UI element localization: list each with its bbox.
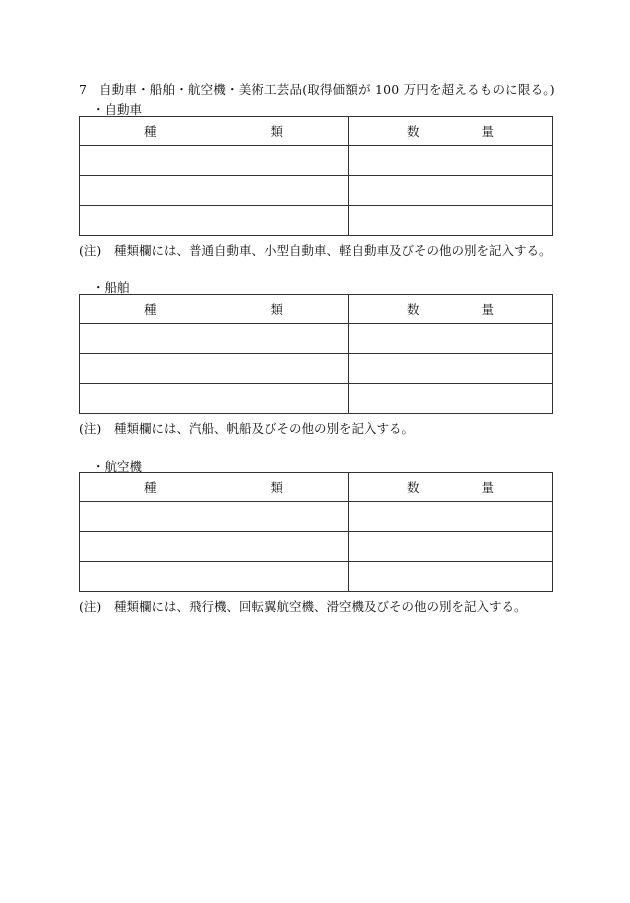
note-text: 種類欄には、汽船、帆船及びその他の別を記入する。 — [114, 421, 415, 436]
table-row — [80, 532, 553, 562]
section-number: 7 — [79, 82, 88, 97]
table-row — [80, 502, 553, 532]
kind-header-right: 類 — [270, 124, 283, 139]
kind-cell[interactable] — [80, 562, 349, 592]
kind-cell[interactable] — [80, 206, 349, 236]
kind-cell[interactable] — [80, 384, 349, 414]
quantity-header-cell — [349, 295, 553, 324]
ship-note — [79, 419, 414, 437]
quantity-cell[interactable] — [349, 176, 553, 206]
table-row — [80, 384, 553, 414]
ship-table — [79, 294, 553, 414]
qty-header-left: 数 — [407, 480, 420, 495]
quantity-cell[interactable] — [349, 532, 553, 562]
qty-header-right: 量 — [481, 480, 494, 495]
table-header-row — [80, 295, 553, 324]
quantity-cell[interactable] — [349, 354, 553, 384]
qty-header-left: 数 — [407, 124, 420, 139]
table-header-row — [80, 473, 553, 502]
quantity-cell[interactable] — [349, 384, 553, 414]
kind-header-left: 種 — [144, 124, 157, 139]
kind-cell[interactable] — [80, 146, 349, 176]
quantity-header-cell — [349, 473, 553, 502]
note-text: 種類欄には、普通自動車、小型自動車、軽自動車及びその他の別を記入する。 — [114, 243, 552, 258]
kind-cell[interactable] — [80, 354, 349, 384]
kind-cell[interactable] — [80, 502, 349, 532]
table-row — [80, 146, 553, 176]
kind-header-cell — [80, 295, 349, 324]
automobile-note — [79, 241, 552, 259]
table-row — [80, 324, 553, 354]
kind-header-cell — [80, 117, 349, 146]
table-row — [80, 176, 553, 206]
quantity-cell[interactable] — [349, 146, 553, 176]
quantity-cell[interactable] — [349, 206, 553, 236]
block-label-aircraft: ・航空機 — [92, 459, 143, 474]
quantity-cell[interactable] — [349, 324, 553, 354]
section-title: 自動車・船舶・航空機・美術工芸品(取得価額が 100 万円を超えるものに限る。) — [99, 82, 555, 97]
kind-header-cell — [80, 473, 349, 502]
automobile-table — [79, 116, 553, 236]
block-label-automobile: ・自動車 — [92, 102, 143, 117]
kind-cell[interactable] — [80, 324, 349, 354]
note-tag: (注) — [79, 421, 102, 436]
note-text: 種類欄には、飛行機、回転翼航空機、滑空機及びその他の別を記入する。 — [114, 599, 527, 614]
kind-cell[interactable] — [80, 532, 349, 562]
note-tag: (注) — [79, 599, 102, 614]
kind-cell[interactable] — [80, 176, 349, 206]
qty-header-left: 数 — [407, 302, 420, 317]
kind-header-right: 類 — [270, 480, 283, 495]
kind-header-right: 類 — [270, 302, 283, 317]
aircraft-note — [79, 597, 527, 615]
table-row — [80, 354, 553, 384]
aircraft-table — [79, 472, 553, 592]
quantity-cell[interactable] — [349, 562, 553, 592]
section-heading — [79, 80, 555, 98]
quantity-cell[interactable] — [349, 502, 553, 532]
block-label-ship: ・船舶 — [92, 280, 130, 295]
qty-header-right: 量 — [481, 302, 494, 317]
table-row — [80, 206, 553, 236]
table-row — [80, 562, 553, 592]
qty-header-right: 量 — [481, 124, 494, 139]
kind-header-left: 種 — [144, 480, 157, 495]
note-tag: (注) — [79, 243, 102, 258]
table-header-row — [80, 117, 553, 146]
kind-header-left: 種 — [144, 302, 157, 317]
quantity-header-cell — [349, 117, 553, 146]
